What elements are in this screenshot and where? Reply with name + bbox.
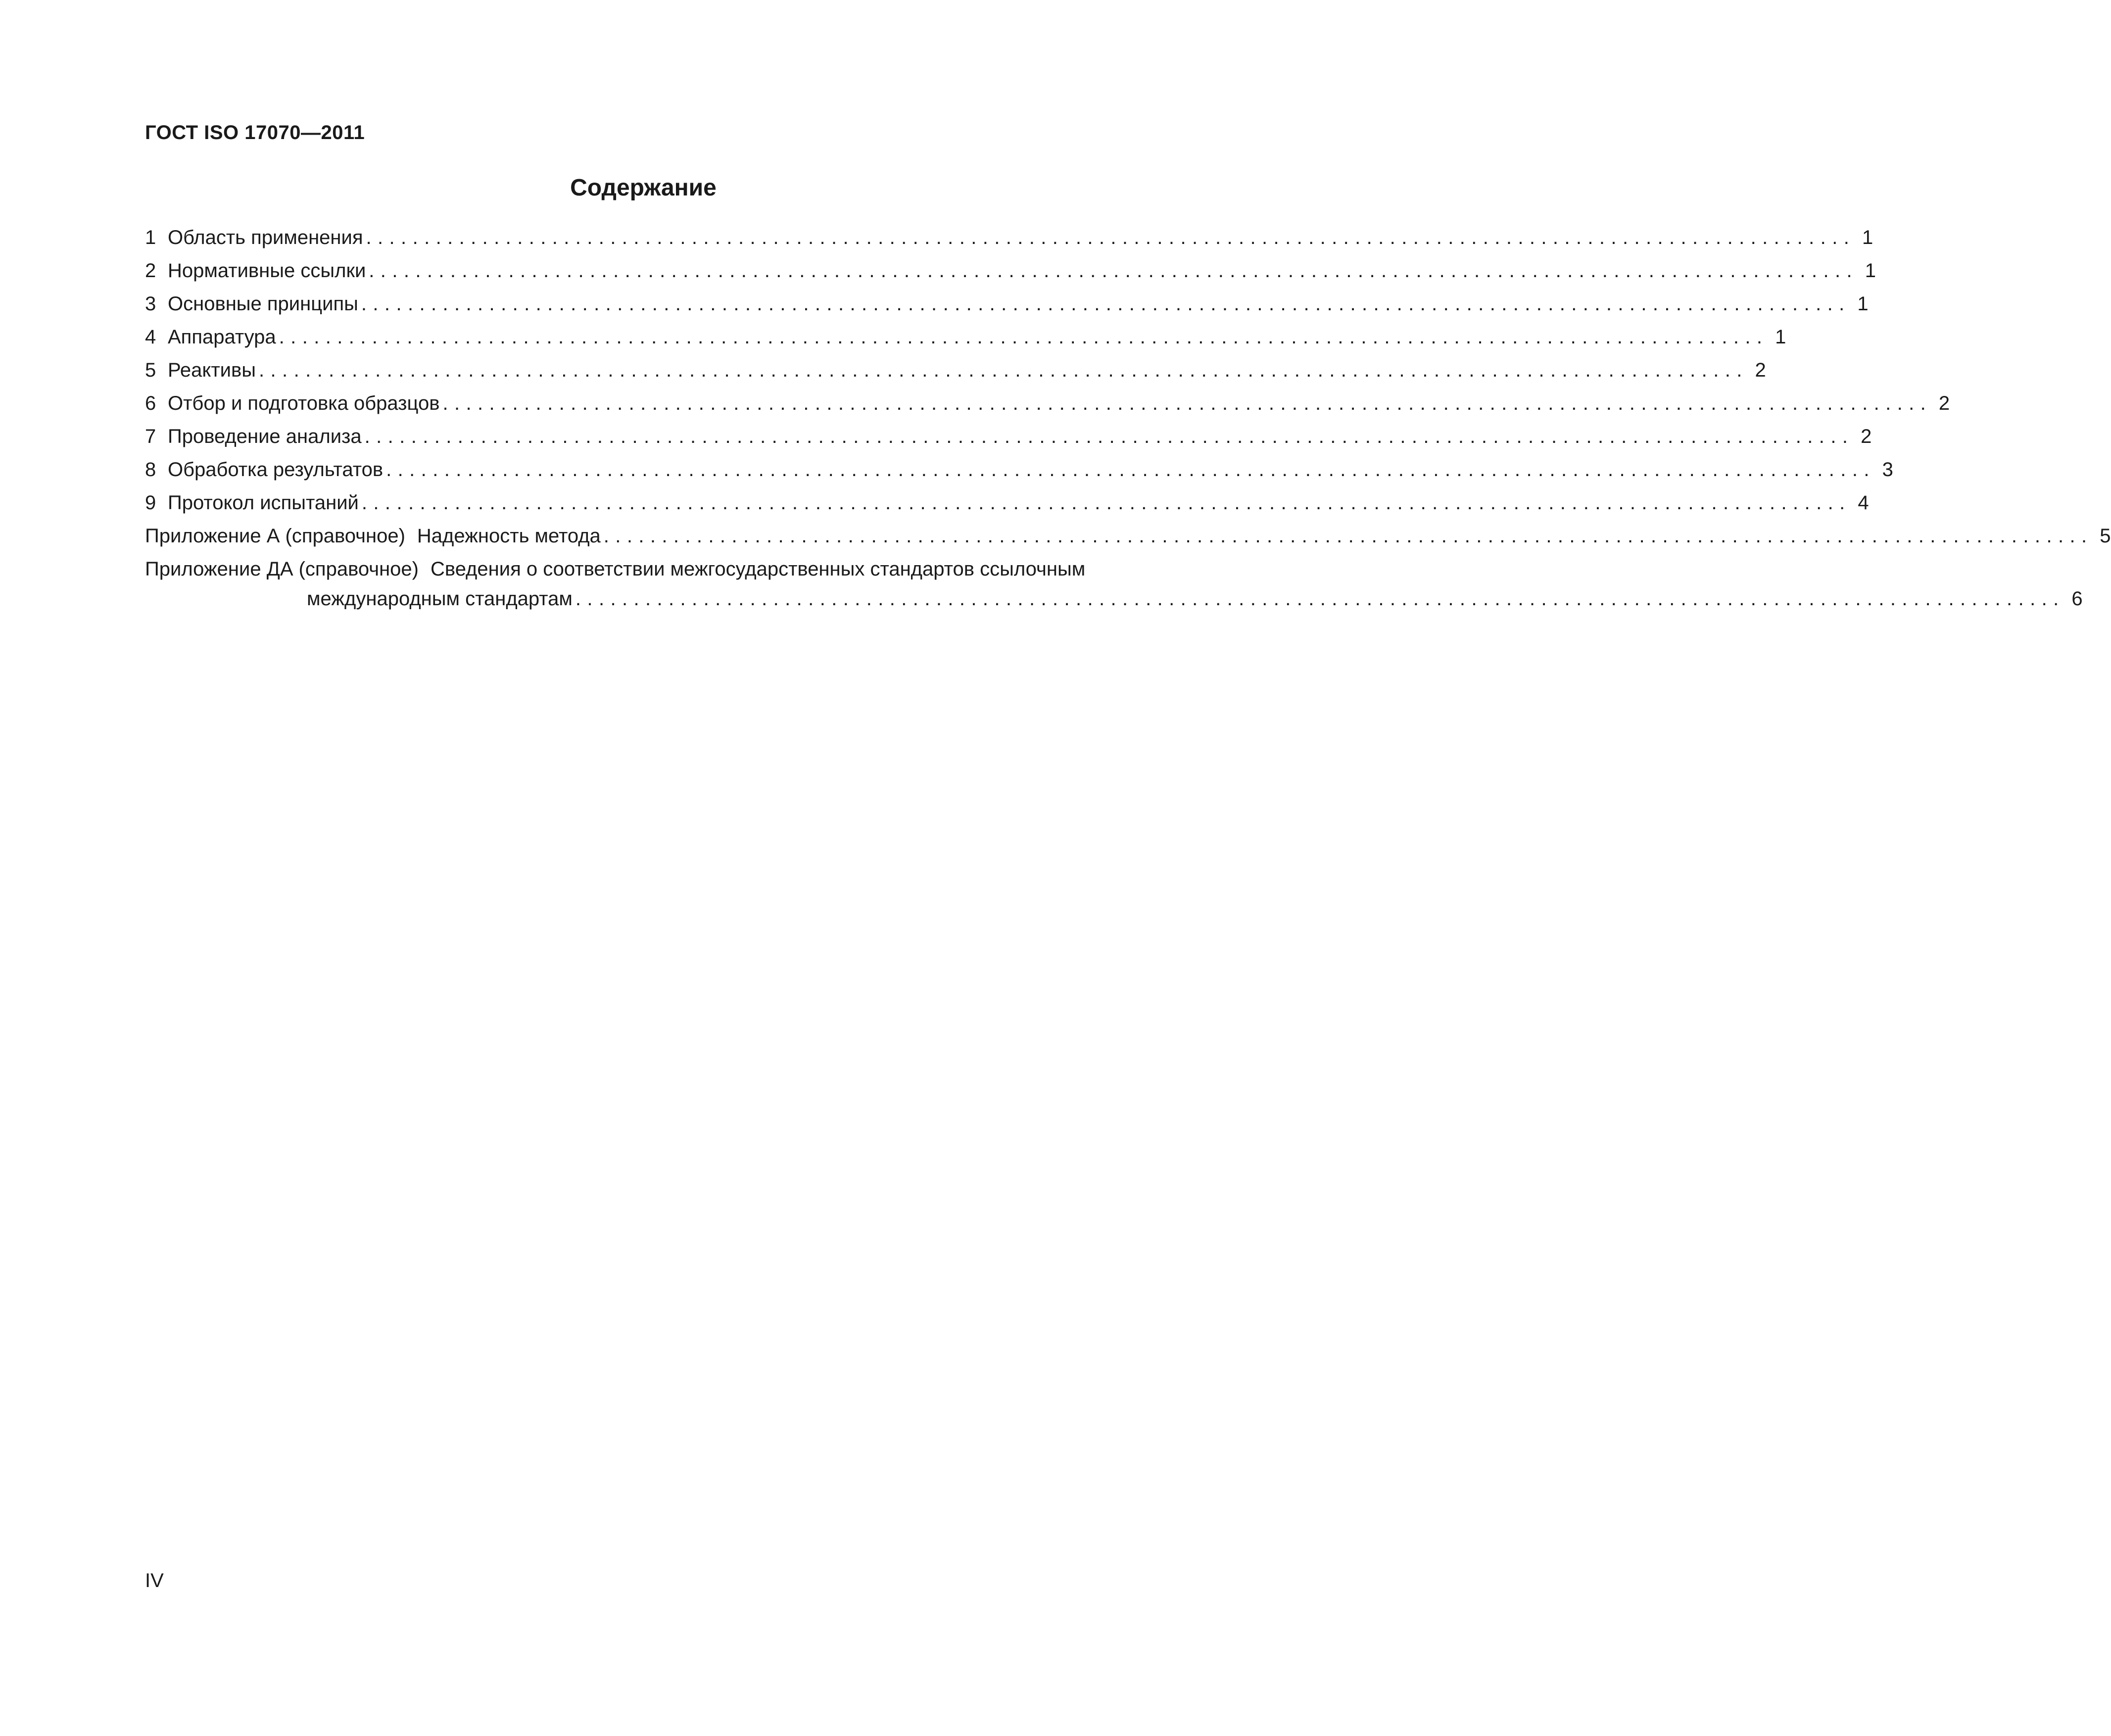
standard-header: ГОСТ ISO 17070—2011 bbox=[145, 122, 365, 144]
dot-leader: ................................................................................................................................ bbox=[369, 260, 1858, 282]
toc-entry-number: 1 bbox=[145, 227, 156, 248]
toc-entry-number: 8 bbox=[145, 459, 156, 481]
toc-entry-page: 3 bbox=[1882, 459, 1893, 481]
toc-entry-number: 6 bbox=[145, 392, 156, 414]
annex-label: Приложение ДА (справочное) bbox=[145, 558, 419, 580]
toc-entry-annex-da[interactable] bbox=[145, 557, 2083, 611]
dot-leader: ................................................................................................................................ bbox=[366, 227, 1856, 248]
toc-entry-page: 5 bbox=[2100, 525, 2111, 547]
toc-entry-page: 1 bbox=[1857, 293, 1869, 315]
toc-entry-title: Основные принципы bbox=[168, 293, 358, 315]
toc-entry-page: 1 bbox=[1865, 260, 1876, 282]
toc-entry-number: 5 bbox=[145, 359, 156, 381]
toc-entry-6[interactable] bbox=[145, 391, 1950, 424]
annex-title-line1: Сведения о соответствии межгосударственных стандартов ссылочным bbox=[431, 558, 1086, 580]
dot-leader: ................................................................................................................................ bbox=[442, 392, 1932, 414]
toc-entry-page: 1 bbox=[1775, 326, 1786, 348]
toc-entry-number: 2 bbox=[145, 260, 156, 282]
dot-leader: ................................................................................................................................ bbox=[603, 525, 2093, 547]
toc-entry-5[interactable] bbox=[145, 358, 1766, 391]
toc-entry-7[interactable] bbox=[145, 424, 1872, 457]
annex-label: Приложение А (справочное) bbox=[145, 525, 405, 547]
toc-entry-title: Протокол испытаний bbox=[168, 492, 359, 514]
annex-title-line2: международным стандартам bbox=[307, 588, 573, 610]
toc-entry-3[interactable] bbox=[145, 291, 1869, 325]
toc-entry-page: 6 bbox=[2071, 588, 2083, 610]
table-of-contents bbox=[145, 225, 2111, 611]
toc-entry-title: Нормативные ссылки bbox=[168, 260, 366, 282]
dot-leader: ................................................................................................................................ bbox=[361, 492, 1851, 514]
annex-title: Надежность метода bbox=[417, 525, 601, 547]
toc-entry-1[interactable] bbox=[145, 225, 1873, 258]
toc-entry-2[interactable] bbox=[145, 258, 1876, 291]
toc-entry-title: Область применения bbox=[168, 227, 363, 248]
toc-entry-page: 4 bbox=[1858, 492, 1869, 514]
dot-leader: ................................................................................................................................ bbox=[279, 326, 1769, 348]
toc-entry-title: Аппаратура bbox=[168, 326, 276, 348]
toc-entry-page: 2 bbox=[1861, 426, 1872, 447]
toc-title: Содержание bbox=[570, 175, 717, 201]
dot-leader: ................................................................................................................................ bbox=[386, 459, 1875, 481]
toc-entry-title: Проведение анализа bbox=[168, 426, 362, 447]
toc-entry-annex-a[interactable] bbox=[145, 524, 2111, 557]
toc-entry-title: Отбор и подготовка образцов bbox=[168, 392, 440, 414]
toc-entry-4[interactable] bbox=[145, 325, 1786, 358]
dot-leader: ................................................................................................................................ bbox=[575, 588, 2065, 610]
toc-entry-number: 9 bbox=[145, 492, 156, 514]
toc-entry-number: 3 bbox=[145, 293, 156, 315]
toc-entry-9[interactable] bbox=[145, 490, 1869, 524]
toc-entry-number: 4 bbox=[145, 326, 156, 348]
dot-leader: ................................................................................................................................ bbox=[259, 359, 1748, 381]
toc-entry-title: Обработка результатов bbox=[168, 459, 384, 481]
toc-entry-page: 1 bbox=[1862, 227, 1873, 248]
toc-entry-8[interactable] bbox=[145, 457, 1893, 490]
toc-entry-number: 7 bbox=[145, 426, 156, 447]
toc-entry-page: 2 bbox=[1938, 392, 1950, 414]
toc-entry-page: 2 bbox=[1755, 359, 1766, 381]
page-number: IV bbox=[145, 1570, 164, 1591]
dot-leader: ................................................................................................................................ bbox=[361, 293, 1851, 315]
toc-entry-title: Реактивы bbox=[168, 359, 256, 381]
dot-leader: ................................................................................................................................ bbox=[364, 426, 1854, 447]
